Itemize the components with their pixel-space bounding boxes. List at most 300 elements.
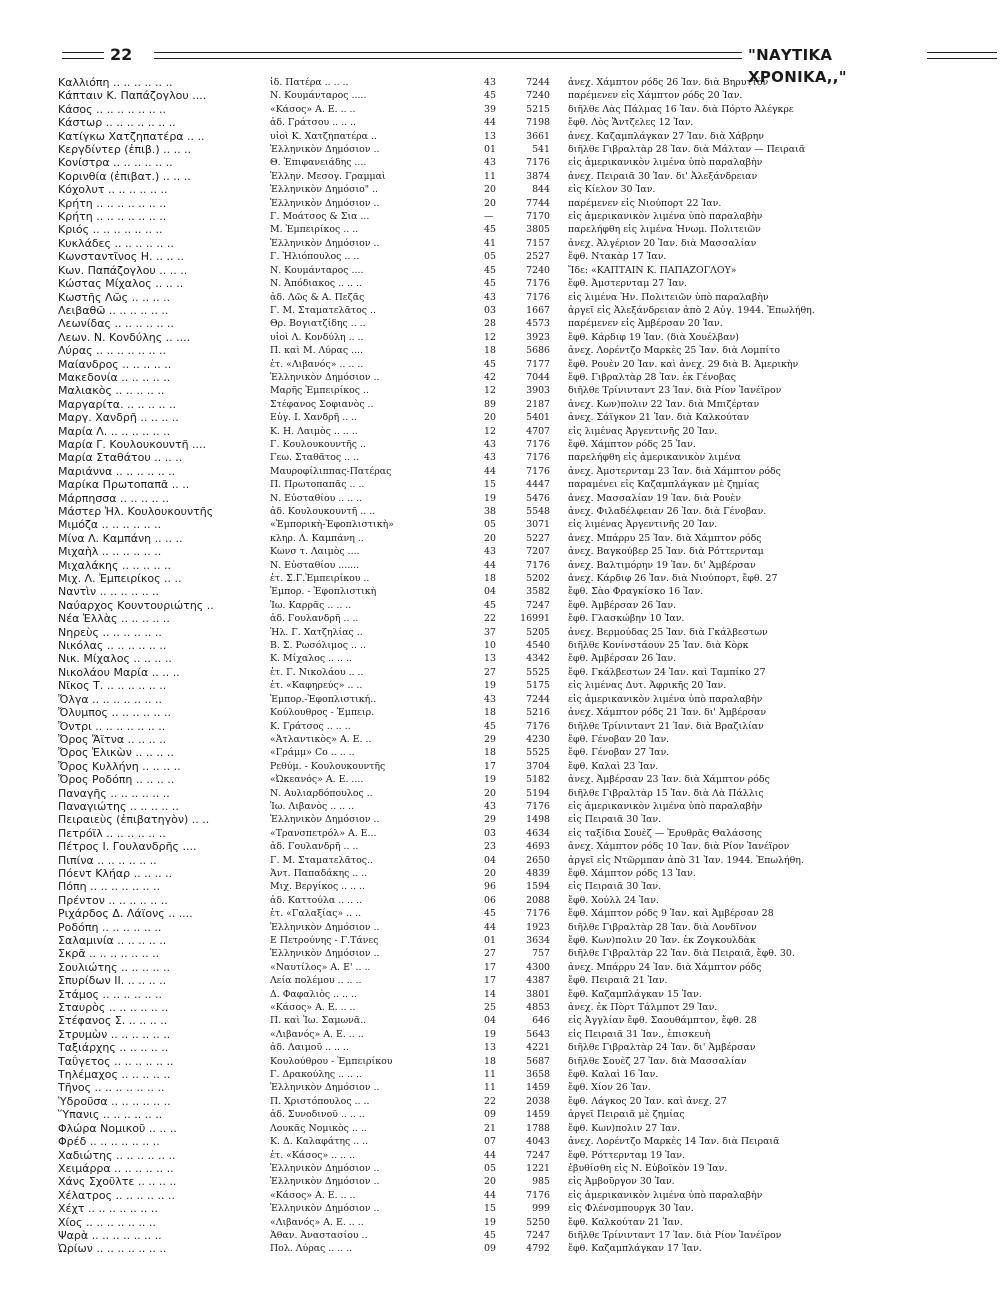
ship-name: Μάρπησσα .. .. .. .. .. [58,491,169,505]
ship-status: ἀνεχ. Φιλαδέλφειαν 26 Ἰαν. διὰ Γένοβαν. [568,506,767,517]
table-row [58,626,938,639]
table-row [58,344,938,357]
ship-owner: Ἑλληνικὸν Δημόσιο" .. [270,184,379,196]
table-row [58,988,938,1001]
ship-name: Σταυρὸς .. .. .. .. .. .. [58,1001,169,1015]
ship-owner: ἑτ. «Κάσος» .. .. .. [270,1149,356,1161]
tonnage: 3071 [526,519,550,531]
ship-name: Στρυμὼν .. .. .. .. .. .. [58,1027,171,1041]
table-row [58,827,938,840]
ship-name: Ναύαρχος Κουντουριώτης .. [58,598,214,612]
build-year: 20 [484,532,496,544]
build-year: 19 [484,492,496,504]
tonnage: 7244 [526,77,550,88]
tonnage: 1923 [526,921,550,933]
ship-status: ἀργεῖ εἰς Ντῶρμπαν ἀπὸ 31 Ἰαν. 1944. Ἐπωλήθη. [568,854,804,866]
tonnage: 5476 [526,492,550,504]
ship-status: ἔφθ. Γένοβαν 27 Ἰαν. [568,747,670,759]
ship-status: ἔφθ. Ρόττερνταμ 19 Ἰαν. [568,1149,685,1161]
tonnage: 646 [532,1015,550,1027]
ship-name: Φρέδ .. .. .. .. .. .. .. [58,1135,160,1149]
build-year: 38 [484,506,496,517]
build-year: 44 [484,1149,496,1161]
build-year: 01 [484,144,496,156]
build-year: 17 [484,975,496,987]
build-year: 45 [484,278,496,290]
build-year: 20 [484,867,496,879]
tonnage: 7176 [526,559,550,571]
ship-status: ἀνεχ. Ἀμβέρσαν 23 Ἰαν. διὰ Χάμπτον ρόδς [568,774,770,786]
build-year: 05 [484,251,496,263]
table-row [58,291,938,304]
ship-owner: Ν. Κουμάνταρος .... [270,264,364,276]
ship-status: ἀργεῖ εἰς Ἀλεξάνδρειαν ἀπὸ 2 Αὐγ. 1944. Ἐπωλήθη. [568,304,815,316]
build-year: 45 [484,224,496,236]
ship-name: Τῆνος .. .. .. .. .. .. .. [58,1081,165,1095]
tonnage: 5687 [526,1055,550,1067]
table-row [58,1242,938,1255]
tonnage: 4447 [526,479,550,491]
table-row [58,411,938,424]
tonnage: 5194 [526,787,550,799]
ship-name: Πρέντον .. .. .. .. .. .. [58,893,168,907]
ship-name: Χέλατρος .. .. .. .. .. .. [58,1188,175,1202]
build-year: — [484,211,494,223]
ship-status: ἀνεχ. Βαλτιμόρην 19 Ἰαν. δι' Ἀμβέρσαν [568,559,756,571]
ship-name: Σουλιώτης .. .. .. .. .. [58,960,170,974]
ship-owner: Ν. Εὐσταθίου .. .. .. [270,492,363,504]
ship-status: εἰς λιμένας Ἀργεντινῆς 20 Ἰαν. [568,519,718,531]
ship-status: εἰς λιμένα Ἡν. Πολιτειῶν ὑπὸ παραλαβὴν [568,291,769,303]
build-year: 04 [484,586,496,598]
ship-status: διῆλθε Τρίνινταντ 21 Ἰαν. διὰ Βραζιλίαν [568,720,764,732]
ship-name: Πόπη .. .. .. .. .. .. .. [58,880,161,894]
publication-title: "ΝΑΥΤΙΚΑ ΧΡΟΝΙΚΑ,," [742,44,938,88]
tonnage: 7244 [526,693,550,705]
tonnage: 7176 [526,908,550,920]
ship-name: Φλώρα Νομικοῦ .. .. .. [58,1121,177,1135]
ship-name: Ὑδροῦσα .. .. .. .. .. .. [58,1094,171,1108]
ship-owner: Π. καὶ Ἰω. Σαμωνᾶ.. [270,1015,367,1027]
ship-owner: Π. Χριστόπουλος .. .. [270,1095,370,1107]
tonnage: 5202 [526,573,550,585]
ship-owner: ἑτ. Γ. Νικολάου .. .. [270,666,364,678]
tonnage: 7176 [526,452,550,464]
ship-name: Κωστῆς Λῶς .. .. .. .. [58,290,171,304]
ship-status: διῆλθε Λὰς Πάλμας 16 Ἰαν. διὰ Πόρτο Ἀλέγκρε [568,103,794,115]
ship-owner: «Λιβανός» Α. Ε. .. .. [270,1216,364,1228]
build-year: 20 [484,787,496,799]
tonnage: 2187 [526,398,550,410]
ship-name: Χαδιώτης .. .. .. .. .. .. [58,1148,176,1162]
build-year: 23 [484,841,496,853]
ship-name: Παναγῆς .. .. .. .. .. .. [58,786,170,800]
ship-owner: Π. Πρωτοπαπᾶς .. .. [270,479,365,491]
table-row [58,572,938,585]
ship-status: ἔφθ. Γένοβαν 20 Ἰαν. [568,733,670,745]
table-row [58,974,938,987]
ship-status: ἀνεχ. Βαγκούβερ 25 Ἰαν. διὰ Ρόττερνταμ [568,546,764,558]
table-row [58,156,938,169]
ship-status: ἀνεχ. Καζαμπλάγκαν 27 Ἰαν. διὰ Χάβρην [568,130,764,142]
ship-status: ἔφθ. Κάρδιφ 19 Ἰαν. (διὰ Χουέλβαν) [568,331,739,343]
build-year: 43 [484,438,496,450]
build-year: 05 [484,519,496,531]
build-year: 07 [484,1136,496,1148]
ship-name: Ὄντρι .. .. .. .. .. .. .. [58,719,166,733]
ship-status: διῆλθε Γιβραλτὰρ 22 Ἰαν. διὰ Πειραιᾶ, ἔφθ. 30. [568,948,795,960]
ship-owner: «Τρανσπετρόλ» Α. Ε... [270,827,377,839]
tonnage: 4230 [526,733,550,745]
ship-owner: ἀδ. Συνοδινοῦ .. .. .. [270,1109,365,1121]
ship-status: ἔφθ. Ἀμστερνταμ 27 Ἰαν. [568,278,688,290]
build-year: 19 [484,1216,496,1228]
ship-owner: ἀδ. Γράτσου .. .. .. [270,117,357,129]
tonnage: 5686 [526,345,550,357]
ship-status: εἰς ἀμερικανικὸν λιμένα ὑπὸ παραλαβὴν [568,157,763,169]
table-row [58,183,938,196]
build-year: 45 [484,908,496,920]
tonnage: 4387 [526,975,550,987]
ship-name: Νηρεὺς .. .. .. .. .. .. [58,625,162,639]
table-row [58,679,938,692]
tonnage: 5227 [526,532,550,544]
build-year: 45 [484,358,496,370]
tonnage: 5250 [526,1216,550,1228]
ship-name: Τηλέμαχος .. .. .. .. .. [58,1068,171,1082]
ship-status: εἰς λιμένας Ἀργεντινῆς 20 Ἰαν. [568,425,718,437]
table-row [58,518,938,531]
build-year: 96 [484,881,496,893]
ship-owner: ἑτ. «Λιβανός» .. .. .. [270,358,364,370]
ship-name: Ροδόπη .. .. .. .. .. .. [58,920,162,934]
tonnage: 5401 [526,412,550,424]
ship-status: ἔφθ. Πειραιᾶ 21 Ἰαν. [568,975,668,987]
ship-owner: Β. Σ. Ρωσόλιμος .. .. [270,640,366,652]
table-row [58,934,938,947]
table-row [58,1229,938,1242]
ship-owner: Ἑλληνικὸν Δημόσιον .. [270,1082,380,1094]
build-year: 17 [484,961,496,973]
table-row [58,867,938,880]
tonnage: 7207 [526,546,550,558]
build-year: 20 [484,197,496,209]
table-row [58,1202,938,1215]
ship-status: ἀργεῖ Πειραιᾶ μὲ ζημίας [568,1109,685,1121]
ship-status: ἐβυθίσθη εἰς Ν. Εὐβοϊκὸν 19 Ἰαν. [568,1162,728,1174]
table-row [58,787,938,800]
tonnage: 1459 [526,1082,550,1094]
tonnage: 4573 [526,318,550,330]
ship-status: ἔφθ. Ντακὰρ 17 Ἰαν. [568,251,667,263]
ship-name: Κρήτη .. .. .. .. .. .. .. [58,196,167,210]
ship-name: Ὄρος Ροδόπη .. .. .. .. [58,773,175,787]
tonnage: 7240 [526,264,550,276]
table-row [58,1189,938,1202]
table-row [58,599,938,612]
ship-name: Ψαρὰ .. .. .. .. .. .. .. [58,1228,162,1242]
tonnage: 7176 [526,1189,550,1201]
header-rule-left [62,52,104,59]
ship-status: ἀνεχ. Χάμπτον ρόδς 26 Ἰαν. διὰ Βηρυττὸν [568,77,769,88]
build-year: 45 [484,720,496,732]
build-year: 09 [484,1243,496,1255]
table-row [58,1014,938,1027]
ship-status: διῆλθε Κονίνστάουν 25 Ἰαν. διὰ Κὸρκ [568,640,749,652]
build-year: 45 [484,599,496,611]
ship-status: ἔφθ. Καζαμπλάγκαν 17 Ἰαν. [568,1243,702,1255]
tonnage: 5643 [526,1028,550,1040]
ship-owner: Ρεθύμ. - Κουλουκουντῆς [270,760,386,772]
build-year: 15 [484,1203,496,1215]
table-row [58,612,938,625]
ship-name: Ὄρος Κυλλήνη .. .. .. .. [58,759,181,773]
table-row [58,210,938,223]
build-year: 04 [484,1015,496,1027]
table-row [58,317,938,330]
tonnage: 4693 [526,841,550,853]
ship-owner: Γ. Μ. Σταματελᾶτος.. [270,854,373,866]
build-year: 12 [484,331,496,343]
ship-owner: ἰδ. Πατέρα .. .. .. [270,77,349,88]
table-row [58,1175,938,1188]
table-row [58,89,938,102]
ship-owner: Γ. Μοάτσος & Σια ... [270,211,370,223]
table-row [58,1135,938,1148]
ship-status: εἰς ἀμερικανικὸν λιμένα ὑπὸ παραλαβὴν [568,800,763,812]
table-row [58,1108,938,1121]
table-row [58,237,938,250]
tonnage: 3634 [526,935,550,946]
ship-status: ἔφθ. Ἀμβέρσαν 26 Ἰαν. [568,653,677,665]
table-row [58,264,938,277]
tonnage: 7176 [526,438,550,450]
table-row [58,425,938,438]
ship-name: Κων. Παπάζογλου .. .. .. [58,263,188,277]
ship-status: ἀνεχ. ἐκ Πὸρτ Τάλμποτ 29 Ἰαν. [568,1002,718,1014]
tonnage: 985 [532,1176,550,1188]
ship-owner: «Κάσος» Α. Ε. .. .. [270,1189,356,1201]
build-year: 22 [484,613,496,625]
build-year: 03 [484,304,496,316]
ship-name: Κορινθία (ἐπιβατ.) .. .. .. [58,169,191,183]
tonnage: 844 [532,184,550,196]
ship-name: Ναντὶν .. .. .. .. .. .. [58,585,160,599]
ship-name: Λεων. Ν. Κονδύλης .. .... [58,330,191,344]
ship-status: παρελήφθη εἰς λιμένα Ἡνωμ. Πολιτειῶν [568,224,761,236]
table-row [58,559,938,572]
ship-status: ἔφθ. Λὸς Ἄντζελες 12 Ἰαν. [568,117,694,129]
ship-owner: Μαυροφίλιππας-Πατέρας [270,465,392,477]
ship-owner: ἑτ. «Γαλαξίας» .. .. [270,908,362,920]
ship-status: ἔφθ. Σὰο Φραγκίσκο 16 Ἰαν. [568,586,704,598]
ship-owner: ἀδ. Γουλανδρῆ .. .. [270,613,359,625]
tonnage: 4853 [526,1002,550,1014]
ship-status: ἔφθ. Κων)πολιν 20 Ἰαν. ἐκ Ζογκουλδὰκ [568,935,756,946]
table-row [58,451,938,464]
build-year: 44 [484,921,496,933]
ship-name: Χειμάρρα .. .. .. .. .. .. [58,1161,174,1175]
table-row [58,733,938,746]
ship-status: ἔφθ. Χάμπτον ρόδς 13 Ἰαν. [568,867,696,879]
ship-status: διῆλθε Γιβραλτὰρ 28 Ἰαν. διὰ Λονδῖνον [568,921,757,933]
ship-status: διῆλθε Γιβραλτὰρ 24 Ἰαν. δι' Ἀμβέρσαν [568,1042,756,1054]
ship-name: Κυκλάδες .. .. .. .. .. .. [58,236,174,250]
ship-name: Μαριάννα .. .. .. .. .. .. [58,464,176,478]
ship-name: Μακεδονία .. .. .. .. .. [58,370,171,384]
ship-name: Πιπίνα .. .. .. .. .. .. [58,853,157,867]
table-row [58,223,938,236]
ship-movements-table [58,76,938,1256]
build-year: 14 [484,988,496,1000]
ship-name: Κάσος .. .. .. .. .. .. .. [58,102,167,116]
build-year: 01 [484,935,496,946]
ship-owner: ἑτ. «Καφηρεύς» .. .. [270,680,363,692]
table-row [58,478,938,491]
tonnage: 7744 [526,197,550,209]
tonnage: 4300 [526,961,550,973]
ship-status: εἰς Ἀγγλίαν ἔφθ. Σαουθάμπτον, ἔφθ. 28 [568,1015,757,1027]
ship-name: Νῖκος Τ. .. .. .. .. .. .. [58,679,167,693]
tonnage: 7247 [526,599,550,611]
table-row [58,880,938,893]
ship-status: ἔφθ. Καλκούταν 21 Ἰαν. [568,1216,683,1228]
ship-status: διῆλθε Τρίνινταντ 23 Ἰαν. διὰ Ρίον Ἰανέϊρον [568,385,782,397]
tonnage: 7177 [526,358,550,370]
ship-owner: Μαρῆς Ἐμπειρίκος .. [270,385,369,397]
ship-status: ἔφθ. Χούλλ 24 Ἰαν. [568,894,659,906]
build-year: 29 [484,814,496,826]
table-row [58,585,938,598]
ship-owner: Ν. Κουμάνταρος ..... [270,90,367,102]
ship-status: ἀνεχ. Σάϊγκον 21 Ἰαν. διὰ Καλκούταν [568,412,750,424]
ship-status: ἀνεχ. Μπάρρυ 24 Ἰαν. διὰ Χάμπτον ρόδς [568,961,762,973]
ship-owner: ἀδ. Γουλανδρῆ .. .. [270,841,359,853]
ship-name: Στάμος .. .. .. .. .. .. [58,987,162,1001]
build-year: 09 [484,1109,496,1121]
ship-owner: ἀδ. Λῶς & Α. Πεζᾶς [270,291,365,303]
tonnage: 7240 [526,90,550,102]
ship-name: Πετρόϊλ .. .. .. .. .. .. [58,826,166,840]
tonnage: 757 [532,948,550,960]
tonnage: 4043 [526,1136,550,1148]
table-row [58,639,938,652]
tonnage: 3923 [526,331,550,343]
table-row [58,961,938,974]
ship-status: ἔφθ. Χάμπτον ρόδς 25 Ἰαν. [568,438,696,450]
build-year: 29 [484,733,496,745]
tonnage: 3661 [526,130,550,142]
ship-status: ἔφθ. Ρουὲν 20 Ἰαν. καὶ ἀνεχ. 29 διὰ Β. Ἀμερικὴν [568,358,799,370]
ship-status: διῆλθε Τρίνινταντ 17 Ἰαν. διὰ Ρίον Ἰανέϊρον [568,1229,782,1241]
ship-owner: Κωνσ τ. Λαιμὸς .... [270,546,360,558]
build-year: 27 [484,948,496,960]
table-row [58,720,938,733]
build-year: 13 [484,653,496,665]
ship-status: παραμένει εἰς Καζαμπλάγκαν μὲ ζημίας [568,479,760,491]
build-year: 03 [484,827,496,839]
build-year: 12 [484,425,496,437]
table-row [58,813,938,826]
tonnage: 7176 [526,720,550,732]
table-row [58,1041,938,1054]
ship-name: Σπυρίδων ΙΙ. .. .. .. .. [58,974,167,988]
ship-owner: Ἰω. Καρρᾶς .. .. .. [270,599,352,611]
tonnage: 1498 [526,814,550,826]
ship-owner: Ἠλ. Γ. Χατζηλίας .. [270,626,363,638]
build-year: 28 [484,318,496,330]
build-year: 20 [484,412,496,424]
table-row [58,760,938,773]
tonnage: 3805 [526,224,550,236]
build-year: 11 [484,1082,496,1094]
table-row [58,1081,938,1094]
ship-status: εἰς ἀμερικανικὸν λιμένα ὑπὸ παραλαβὴν [568,211,763,223]
build-year: 43 [484,77,496,88]
ship-name: Κριός .. .. .. .. .. .. .. [58,223,163,237]
ship-name: Ὕπανις .. .. .. .. .. .. [58,1108,163,1122]
ship-status: παρελήφθη εἰς ἀμερικανικὸν λιμένα [568,452,741,464]
tonnage: 5525 [526,666,550,678]
ship-status: ἀνεχ. Κων)πολιν 22 Ἰαν. διὰ Μπιζέρταν [568,398,760,410]
ship-owner: ἀδ. Καττούλα .. .. .. [270,894,363,906]
table-row [58,1162,938,1175]
build-year: 05 [484,1162,496,1174]
build-year: 41 [484,237,496,249]
ship-status: διῆλθε Σουὲζ 27 Ἰαν. διὰ Μασσαλίαν [568,1055,747,1067]
ship-status: ἔφθ. Χίον 26 Ἰαν. [568,1082,651,1094]
tonnage: 7157 [526,237,550,249]
ship-status: ἀνεχ. Χάμπτον ρόδς 10 Ἰαν. διὰ Ρίον Ἰανέϊρον [568,841,790,853]
ship-status: εἰς Πειραιᾶ 30 Ἰαν. [568,814,662,826]
tonnage: 3582 [526,586,550,598]
ship-status: ἔφθ. Καλαὶ 23 Ἰαν. [568,760,659,772]
ship-owner: Πολ. Λύρας .. .. .. [270,1243,353,1255]
tonnage: 5548 [526,506,550,517]
ship-name: Λύρας .. .. .. .. .. .. .. [58,344,167,358]
tonnage: 1788 [526,1122,550,1134]
table-row [58,800,938,813]
ship-status: εἰς Ἀμβοῦργον 30 Ἰαν. [568,1176,675,1188]
ship-status: ἀνεχ. Ἀμστερνταμ 23 Ἰαν. διὰ Χάμπτον ρόδς [568,465,781,477]
ship-owner: υἱοὶ Κ. Χατζηπατέρα .. [270,130,377,142]
tonnage: 7247 [526,1229,550,1241]
ship-owner: Μιχ. Βεργίκος .. .. .. [270,881,366,893]
table-row [58,331,938,344]
ship-name: Ὄλγα .. .. .. .. .. .. .. [58,692,163,706]
ship-name: Μιμόζα .. .. .. .. .. .. [58,518,162,532]
ship-status: ἔφθ. Καζαμπλάγκαν 15 Ἰαν. [568,988,702,1000]
ship-owner: «Ναυτίλος» Α. Ε' .. .. [270,961,371,973]
table-row [58,438,938,451]
build-year: 43 [484,291,496,303]
ship-owner: Λουκᾶς Νομικὸς .. .. [270,1122,367,1134]
tonnage: 1594 [526,881,550,893]
build-year: 43 [484,546,496,558]
tonnage: 4342 [526,653,550,665]
ship-status: ἔφθ. Λάγκος 20 Ἰαν. καὶ ἀνεχ. 27 [568,1095,727,1107]
table-row [58,143,938,156]
table-row [58,666,938,679]
build-year: 21 [484,1122,496,1134]
table-row [58,1216,938,1229]
ship-owner: υἱοὶ Λ. Κονδύλη .. .. [270,331,364,343]
ship-owner: Ἐμπορ.-Ἐφοπλιστική.. [270,693,377,705]
tonnage: 7198 [526,117,550,129]
ship-name: Νικολάου Μαρία .. .. .. [58,665,180,679]
ship-owner: Ἑλληνικὸν Δημόσιον .. [270,237,380,249]
tonnage: 16991 [520,613,550,625]
